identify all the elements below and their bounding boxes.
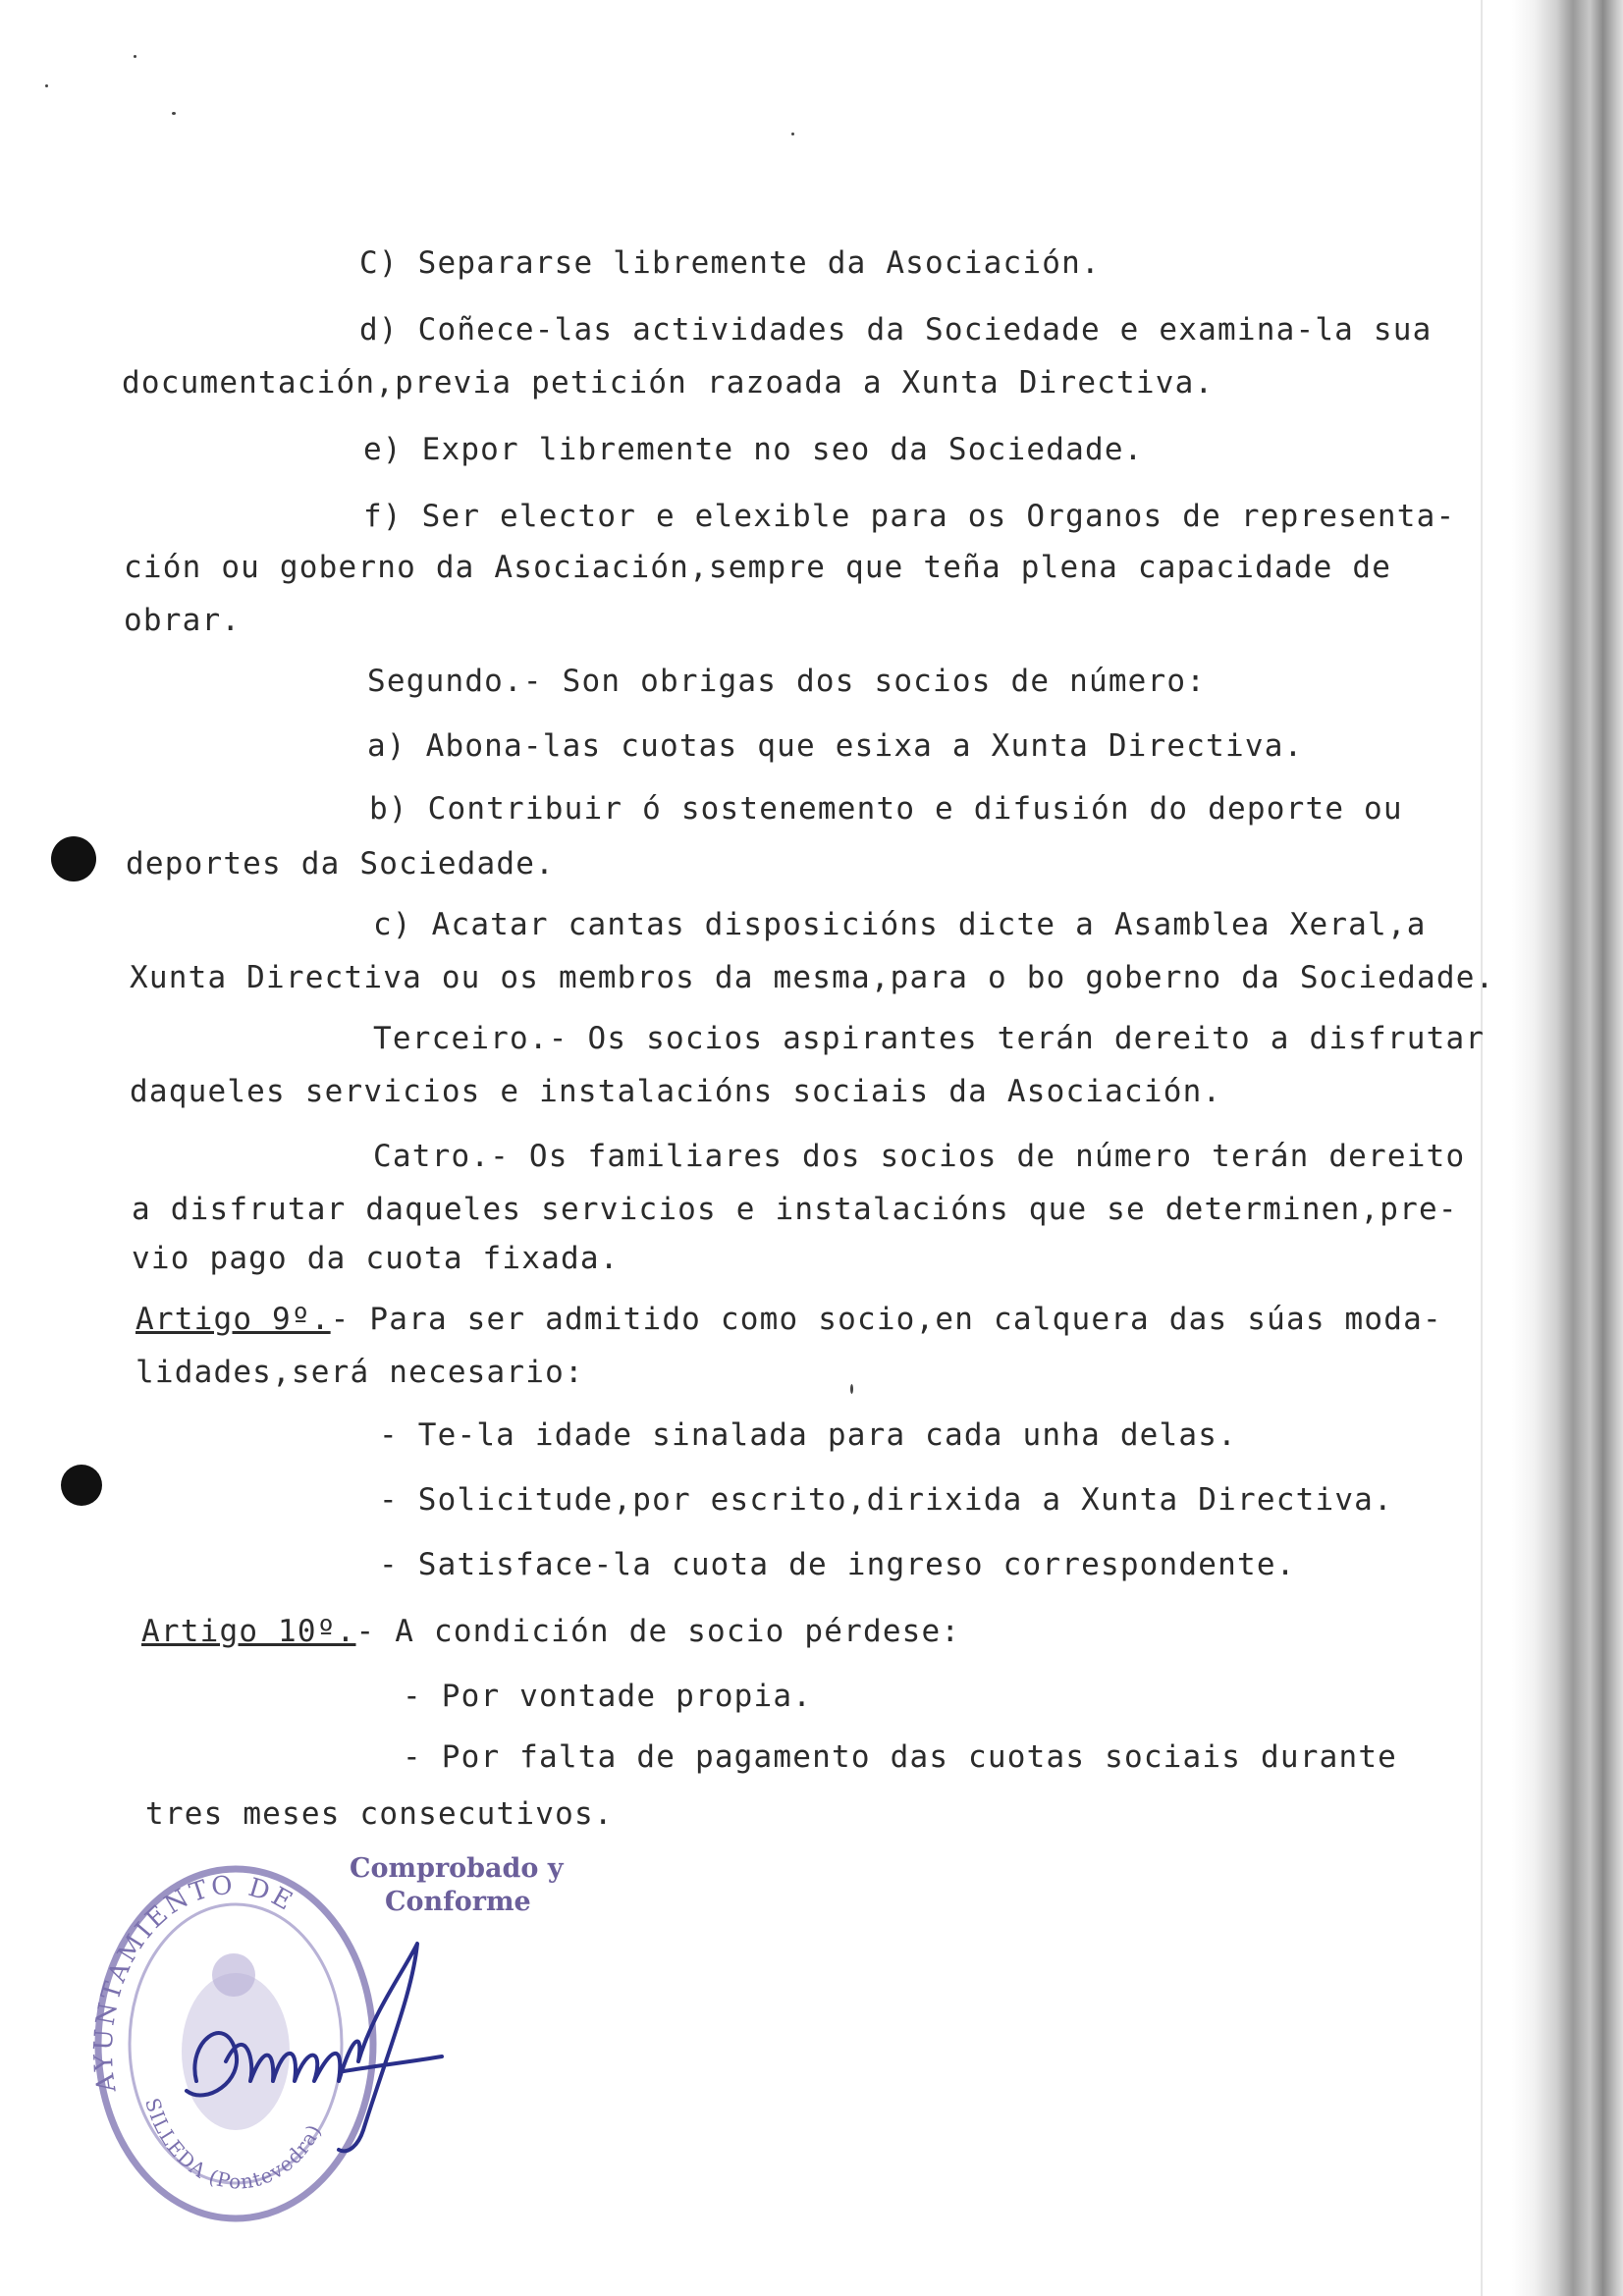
punch-hole [51,836,96,881]
seal-ring-bottom-text: SILLEDA (Pontevedra) [140,2095,327,2194]
artigo-9-text: - Para ser admitido como socio,en calquera das súas moda- [330,1302,1442,1337]
text-line: Segundo.- Son obrigas dos socios de número: [367,664,1207,699]
artigo-9-line [135,1302,1442,1337]
artigo-10-line [141,1614,960,1649]
text-line: deportes da Sociedade. [126,846,555,881]
text-line: b) Contribuir ó sostenemento e difusión do deporte ou [369,791,1403,827]
text-line: a disfrutar daqueles servicios e instalacións que se determinen,pre- [132,1192,1458,1227]
scan-speck [45,84,48,87]
comprobado-stamp-line1: Comprobado y [350,1853,564,1884]
seal-ring-top-text: AYUNTAMIENTO DE [88,1870,300,2095]
text-line: e) Expor libremente no seo da Sociedade. [363,432,1144,467]
text-line: daqueles servicios e instalacións sociais da Asociación. [130,1074,1222,1109]
artigo-10-text: - A condición de socio pérdese: [355,1614,961,1649]
text-line: f) Ser elector e elexible para os Organos de representa- [363,499,1456,534]
text-line: ción ou goberno da Asociación,sempre que teña plena capacidade de [124,550,1392,585]
text-line: Catro.- Os familiares dos socios de número terán dereito [373,1139,1466,1174]
text-line: lidades,será necesario: [135,1355,584,1390]
list-item: - Por falta de pagamento das cuotas sociais durante [403,1739,1398,1775]
list-item: - Solicitude,por escrito,dirixida a Xunta Directiva. [379,1482,1393,1518]
scan-speck [134,55,136,58]
text-line: documentación,previa petición razoada a Xunta Directiva. [122,365,1215,400]
text-line: d) Coñece-las actividades da Sociedade e examina-la sua [359,312,1433,347]
signature [167,1934,461,2160]
scan-speck [850,1384,853,1394]
comprobado-stamp-line2: Conforme [385,1887,531,1917]
list-item: - Satisface-la cuota de ingreso correspondente. [379,1547,1296,1582]
artigo-9-heading: Artigo 9º. [135,1302,331,1337]
text-line: obrar. [124,603,242,638]
text-line: C) Separarse libremente da Asociación. [359,245,1101,281]
page-edge-line [1481,0,1483,2296]
text-line: tres meses consecutivos. [145,1796,614,1832]
list-item: - Por vontade propia. [403,1679,813,1714]
text-line: Xunta Directiva ou os membros da mesma,para o bo goberno da Sociedade. [130,960,1495,995]
scan-speck [791,133,794,135]
punch-hole [61,1465,102,1506]
text-line: c) Acatar cantas disposicións dicte a Asamblea Xeral,a [373,907,1427,942]
artigo-10-heading: Artigo 10º. [141,1614,356,1649]
text-line: vio pago da cuota fixada. [132,1241,620,1276]
scan-speck [172,112,176,115]
scanned-page-edge [1512,0,1623,2296]
text-line: a) Abona-las cuotas que esixa a Xunta Directiva. [367,728,1304,764]
list-item: - Te-la idade sinalada para cada unha delas. [379,1417,1237,1453]
text-line: Terceiro.- Os socios aspirantes terán dereito a disfrutar [373,1021,1486,1056]
